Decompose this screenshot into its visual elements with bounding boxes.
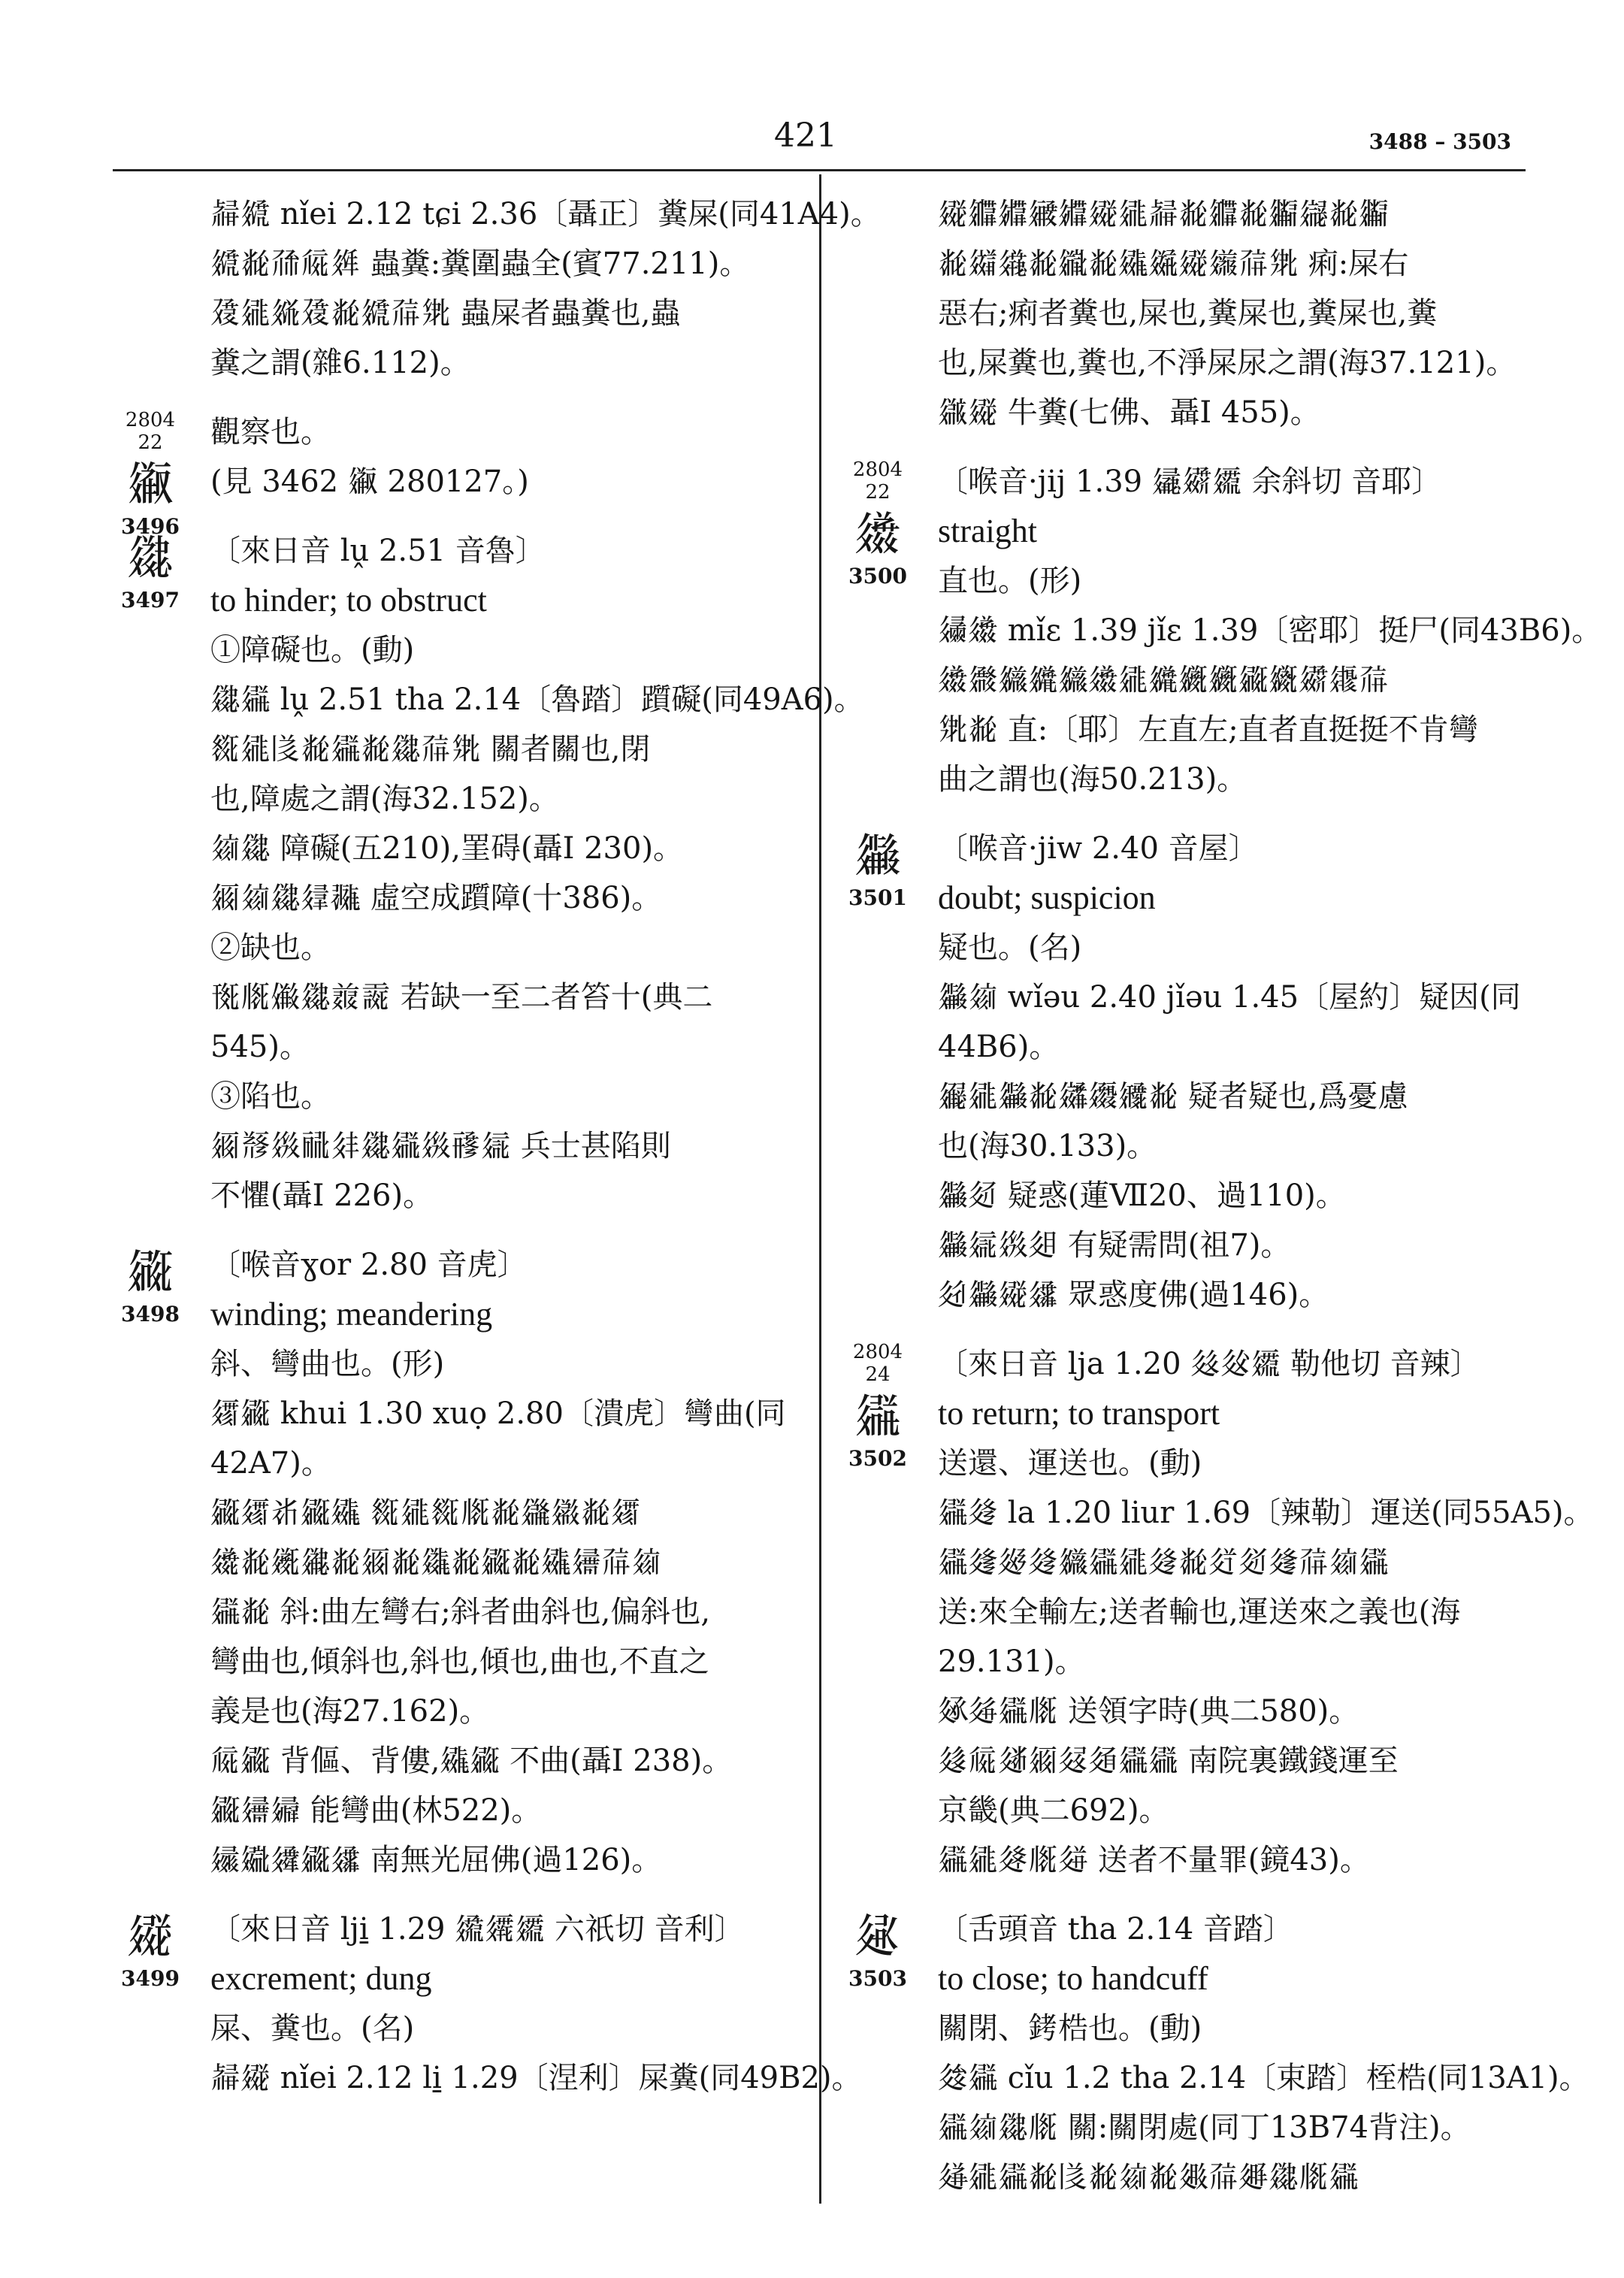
entry-line: 𗪪𗧓𗬁𗅋𗬂 送者不量罪(鏡43)。 (938, 1843, 1370, 1877)
headword-glyph: 𗬃 (854, 1908, 901, 1963)
headword-glyph: 𗪨 (126, 456, 174, 511)
headword-glyph: 𗪮 (126, 1908, 174, 1963)
header-rule (113, 169, 1526, 171)
entry-marker (840, 1341, 915, 1472)
entry-line: 〔舌頭音 tha 2.14 音踏〕 (938, 1912, 1293, 1947)
dictionary-entry (938, 189, 1526, 437)
entry-line: 直也。(形) (938, 564, 1082, 598)
entry-line: 545)。 (210, 1030, 310, 1064)
entry-line: 𗫐𗫑𗫒𗪬𗫓 南無光屈佛(過126)。 (210, 1843, 662, 1877)
entry-line: 𗪬𗫎𗫏 能彎曲(林522)。 (210, 1793, 542, 1828)
entry-line: 屎、糞也。(名) (210, 2011, 415, 2046)
right-entries (848, 189, 1602, 2202)
entry-line: 糞之謂(雜6.112)。 (210, 346, 470, 380)
entry-line: 也,障處之謂(海32.152)。 (210, 782, 559, 816)
entry-line: 〔來日音 lji̱ 1.29 𗫔𗫕𗫖 六祇切 音利〕 (210, 1912, 745, 1947)
entry-line: 𗪮𗫗𗫘𗫙𗫘𗪮𗧓𘉇𘂏𗫗𘂏𗫚𗫛𘂏𗫚 (938, 197, 1389, 231)
entry-line: 〔喉音ɣor 2.80 音虎〕 (210, 1248, 528, 1282)
entry-line: 𗪩𗪪 lṷ 2.51 tha 2.14〔魯踏〕躓礙(同49A6)。 (210, 682, 864, 717)
headword-glyph: 𗫢 (854, 506, 901, 561)
entry-line: 𗗿𗧓𗤷𗗿𘂏𗨳𗗚𗊢 蟲屎者蟲糞也,蟲 (210, 296, 681, 331)
entry-line: 𘉇𗨳 nǐei 2.12 tɕi 2.36〔聶正〕糞屎(同41A4)。 (210, 197, 881, 231)
entry-number: 3498 (121, 1302, 180, 1327)
entry-line: 𗫬𗦇𗤺𗫲 有疑需問(祖7)。 (938, 1228, 1291, 1263)
entry-line: 𗫭𗧓𗫬𘂏𗫮𗫯𗫰𘂏 疑者疑也,爲憂慮 (938, 1079, 1408, 1114)
english-gloss: to return; to transport (938, 1395, 1220, 1432)
entry-number: 3497 (121, 588, 180, 613)
entry-line: 𘉇𗪮 nǐei 2.12 li̱ 1.29〔涅利〕屎糞(同49B2)。 (210, 2061, 862, 2095)
entry-line: 29.131)。 (938, 1644, 1085, 1679)
entry-line: 𗨻𗪬 khui 1.30 xuọ 2.80〔潰虎〕彎曲(同 (210, 1396, 786, 1431)
entry-line: 𗪬𗨻𘂆𗪬𗪭 𗬱𗧓𗬱𗅋𘂏𗫈𗫉𘂏𗨻 (210, 1496, 641, 1530)
entry-line: 𗪪𘂏 斜:曲左彎右;斜者曲斜也,偏斜也, (210, 1595, 711, 1629)
entry-line: 疑也。(名) (938, 930, 1082, 965)
entry-line: 𗫬𗦻 wǐəu 2.40 jǐəu 1.45〔屋約〕疑因(同 (938, 980, 1521, 1015)
entry-line: 𗬅𗧓𗪪𘂏𗁅𘂏𗦻𘂏𗬆𗗚𗬇𗪩𗅋𗪪 (938, 2160, 1359, 2195)
english-gloss: to hinder; to obstruct (210, 582, 487, 619)
entry-line: 斜、彎曲也。(形) (210, 1347, 445, 1381)
english-gloss: winding; meandering (210, 1296, 493, 1333)
entry-marker (840, 1906, 915, 1992)
headword-glyph: 𗪪 (854, 1388, 901, 1443)
right-column (840, 189, 1602, 2202)
entry-number: 3496 (121, 514, 180, 539)
dictionary-entry (848, 1904, 1589, 2202)
column-divider (819, 174, 821, 2204)
entry-line: (見 3462 𗪨 280127。) (210, 464, 529, 499)
dictionary-entry (121, 407, 804, 539)
radical-code: 2804 22 (852, 458, 903, 504)
entry-line: 𗪪𗫶 la 1.20 liur 1.69〔辣勒〕運送(同55A5)。 (938, 1496, 1594, 1530)
entry-line: ①障礙也。(動) (210, 633, 415, 667)
entry-line: 𗥃𘃡𗤺𗟻𗢳𗪩𗪫𗤺𗟭𗦇 兵士甚陷則 (210, 1129, 671, 1163)
entry-line: 不懼(聶I 226)。 (210, 1178, 434, 1213)
entry-marker (113, 1242, 188, 1327)
entry-line: 〔喉音·jij 1.39 𗫣𗫤𗫖 余斜切 音耶〕 (938, 464, 1442, 499)
entry-marker (840, 458, 915, 589)
entry-line: 𗫊𘂏𗫋𗫌𘂏𗥃𘂏𗫍𘂏𗪬𘂏𗪭𗫎𗗚𗦻 (210, 1545, 661, 1580)
entry-marker (113, 1906, 188, 1992)
dictionary-entry (848, 824, 1526, 1320)
entry-line: 𗫡𗪮 牛糞(七佛、聶I 455)。 (938, 395, 1320, 430)
english-gloss: to close; to handcuff (938, 1960, 1208, 1997)
entry-line: 也,屎糞也,糞也,不淨屎尿之謂(海37.121)。 (938, 346, 1517, 380)
entry-line: 𗪪𗦻𗪩𗅋 關:關閉處(同丁13B74背注)。 (938, 2110, 1471, 2145)
radical-code: 2804 22 (125, 409, 176, 454)
entry-line: 𗦻𗪩 障礙(五210),罣碍(聶I 230)。 (210, 831, 684, 866)
english-gloss: straight (938, 513, 1037, 549)
entry-line: 〔喉音·jiw 2.40 音屋〕 (938, 831, 1259, 866)
entry-line: 44B6)。 (938, 1030, 1060, 1064)
page-number: 421 (774, 116, 837, 155)
entry-line: 惡右;痢者糞也,屎也,糞屎也,糞屎也,糞 (938, 296, 1438, 331)
entry-line: 送:來全輸左;送者輸也,運送來之義也(海 (938, 1595, 1461, 1629)
dictionary-entry (848, 1339, 1594, 1885)
entry-line: 𘂏𗫜𗫝𘂏𗫞𘂏𗪭𗫟𗪮𗫠𗗚𗊢 痢:屎右 (938, 247, 1409, 281)
entry-number: 3501 (848, 885, 907, 910)
headword-glyph: 𗪩 (126, 530, 174, 585)
entry-line: 曲之謂也(海50.213)。 (938, 762, 1247, 797)
entry-line: 觀察也。 (210, 415, 331, 449)
entry-line: 𗪪𗫷𗫸𗫶𗫧𗪪𗧓𗫶𘂏𗫹𗫺𗫷𗗚𗦻𗪪 (938, 1545, 1389, 1580)
dictionary-entry (121, 1240, 804, 1885)
entry-line: 𗨳𘂏𗗙𗏁𗤶 蟲糞:糞圍蟲全(賓77.211)。 (210, 247, 750, 281)
entry-line: 𗬱𗧓𗁅𘂏𗪪𘂏𗪩𗗚𗊢 關者關也,閉 (210, 732, 651, 767)
entry-line: 送還、運送也。(動) (938, 1446, 1202, 1481)
entry-line: 𗫢𗫦𗫧𗫨𗫧𗫢𗧓𗫨𗫩𗫩𗪬𗫪𗫤𗫫𗗚 (938, 663, 1389, 697)
dictionary-entry (121, 1904, 862, 2103)
entry-line: 𗥃𗦻𗪩𗧎𗖵 虛空成躓障(十386)。 (210, 881, 662, 915)
entry-line: 京畿(典二692)。 (938, 1793, 1169, 1828)
entry-number: 3499 (121, 1966, 180, 1991)
entry-line: 𗍊𗅋𗏹𗪩𗓱𗍥 若缺一至二者笞十(典二 (210, 980, 713, 1015)
headword-glyph: 𗪬 (126, 1244, 174, 1299)
entry-line: 𗫳𗫬𗪮𗫓 眾惑度佛(過146)。 (938, 1278, 1329, 1312)
entry-line: 𗫽𗏁𗫾𗥃𗫿𗬀𗪪𗪫 南院裏鐵錢運至 (938, 1744, 1399, 1778)
entry-line: 42A7)。 (210, 1446, 331, 1481)
entry-line: 𗫥𗫢 mǐɛ 1.39 jǐɛ 1.39〔密耶〕挺尸(同43B6)。 (938, 613, 1602, 648)
dictionary-entry (848, 457, 1602, 804)
entry-line: 𗏁𗪬 背傴、背僂,𗪭𗪬 不曲(聶I 238)。 (210, 1744, 733, 1778)
entry-marker (113, 528, 188, 613)
radical-code: 2804 24 (852, 1341, 903, 1386)
english-gloss: excrement; dung (210, 1960, 432, 1997)
entry-line: 〔來日音 lṷ 2.51 音魯〕 (210, 534, 546, 568)
entry-line: 義是也(海27.162)。 (210, 1694, 490, 1729)
entry-line: 𗊢𘂏 直:〔耶〕左直左;直者直挺挺不肯彎 (938, 712, 1479, 747)
entry-marker (113, 409, 188, 540)
headword-glyph: 𗫬 (854, 827, 901, 882)
entry-number: 3500 (848, 564, 907, 588)
entry-number: 3502 (848, 1446, 907, 1471)
entry-line: 𗫻𗫼𗪪𗅋 送領字時(典二580)。 (938, 1694, 1359, 1729)
english-gloss: doubt; suspicion (938, 879, 1156, 916)
dictionary-entry (210, 189, 881, 388)
entry-line: ③陷也。 (210, 1079, 331, 1114)
entry-line: 也(海30.133)。 (938, 1129, 1157, 1163)
entry-marker (840, 825, 915, 911)
entry-line: 關閉、銬梏也。(動) (938, 2011, 1202, 2046)
entry-line: 𗬄𗪪 cǐu 1.2 tha 2.14〔束踏〕桎梏(同13A1)。 (938, 2061, 1589, 2095)
entry-number: 3503 (848, 1966, 907, 1991)
entry-line: 𗫬𗫱 疑惑(蓮Ⅶ20、過110)。 (938, 1178, 1346, 1213)
entry-range: 3488 – 3503 (1368, 129, 1511, 154)
entry-line: 〔來日音 lja 1.20 𗫴𗫵𗫖 勒他切 音辣〕 (938, 1347, 1480, 1381)
entry-line: ②缺也。 (210, 930, 331, 965)
entry-line: 彎曲也,傾斜也,斜也,傾也,曲也,不直之 (210, 1644, 709, 1679)
